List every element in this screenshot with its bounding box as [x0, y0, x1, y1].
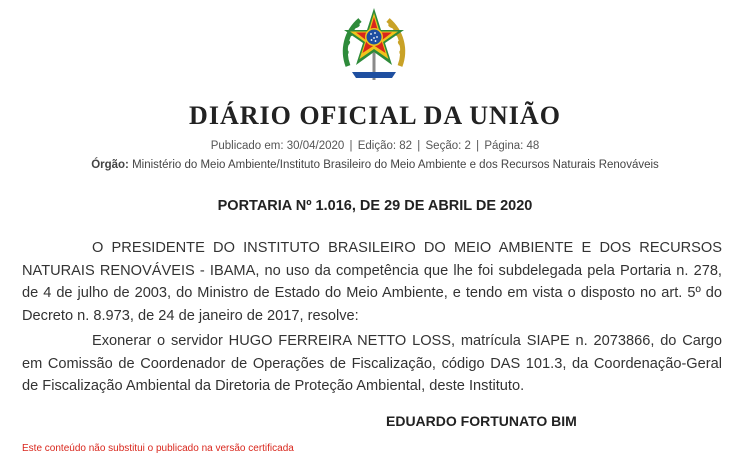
published-date: Publicado em: 30/04/2020 [210, 140, 345, 152]
document-title: PORTARIA Nº 1.016, DE 29 DE ABRIL DE 2020 [217, 198, 533, 214]
publication-info [0, 138, 750, 154]
certification-disclaimer: Este conteúdo não substitui o publicado na versão certificada [22, 443, 294, 454]
brazil-coat-of-arms-icon [334, 6, 414, 86]
orgao-line [0, 157, 750, 173]
section-number: Seção: 2 [425, 140, 471, 152]
separator: | [417, 140, 421, 152]
separator: | [349, 140, 353, 152]
signature: EDUARDO FORTUNATO BIM [386, 413, 577, 429]
orgao-value: Ministério do Meio Ambiente/Instituto Brasileiro do Meio Ambiente e dos Recursos Naturais Renováveis [132, 159, 659, 171]
body-paragraph: O PRESIDENTE DO INSTITUTO BRASILEIRO DO MEIO AMBIENTE E DOS RECURSOS NATURAIS RENOVÁVEIS - IBAMA, no uso da competência que lhe foi subdelegada pela Portaria n. 278, de 4 de julho de 2003, do Ministro de Estado do Meio Ambiente, e tendo em vista o disposto no art. 5º do Decreto n. 8.973, de 24 de janeiro de 2017, resolve: [22, 240, 722, 324]
edition-number: Edição: 82 [357, 140, 413, 152]
orgao-label: Órgão: [91, 159, 129, 171]
separator: | [476, 140, 480, 152]
page-number: Página: 48 [484, 140, 540, 152]
masthead-title: DIÁRIO OFICIAL DA UNIÃO [189, 101, 561, 130]
body-paragraph: Exonerar o servidor HUGO FERREIRA NETTO LOSS, matrícula SIAPE n. 2073866, do Cargo em Comissão de Coordenador de Operações de Fiscalização, código DAS 101.3, da Coordenação-Geral de Fiscalização Ambiental da Diretoria de Proteção Ambiental, deste Instituto. [22, 333, 722, 394]
